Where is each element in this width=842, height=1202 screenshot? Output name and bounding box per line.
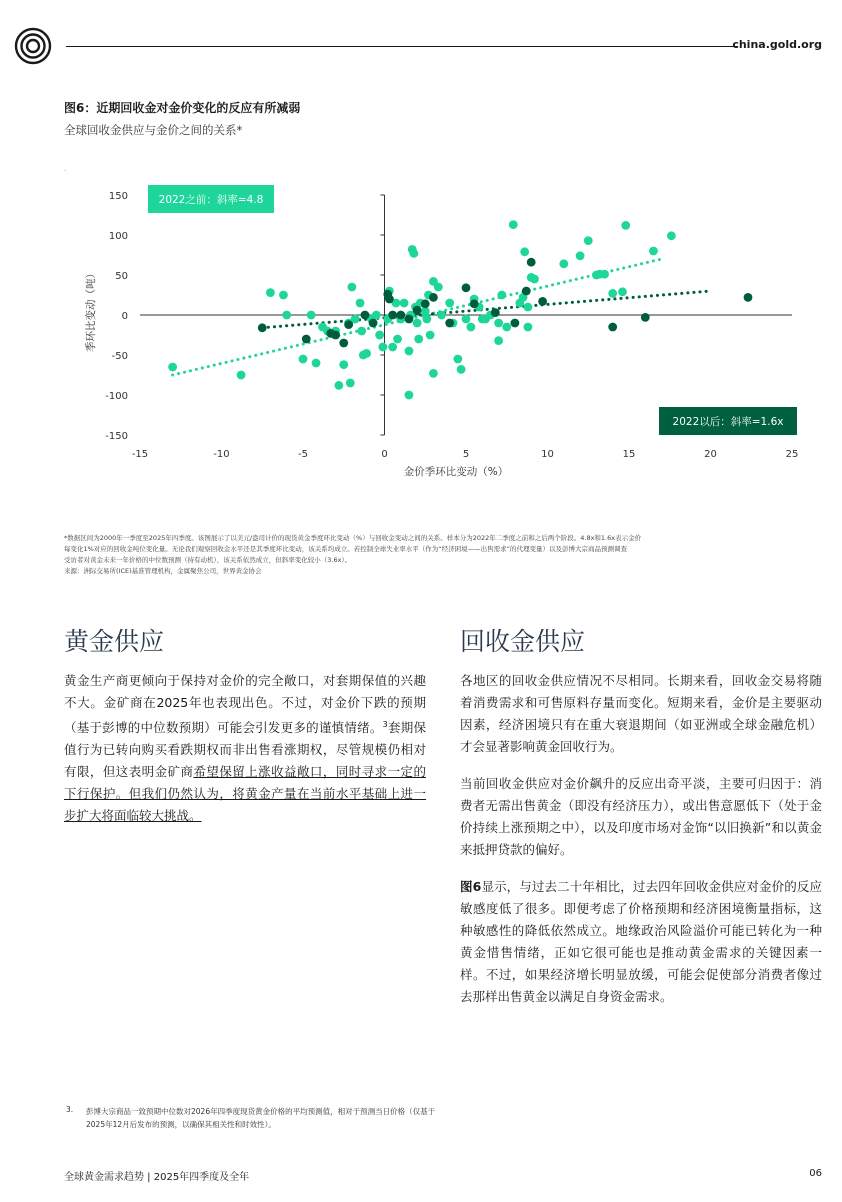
note-line: 每变化1%对应的回收金吨位变化量。无论我们观察回收金水平还是其季度环比变动，该关系均成立。若控制全球失业率水平（作为“经济困境——出售需求”的代理变量）以及彭博大宗商品预测调查 (64, 545, 628, 553)
data-point-after (470, 299, 479, 308)
x-tick-label: -15 (131, 449, 149, 460)
data-point-before (413, 319, 422, 328)
y-tick-label: -150 (105, 431, 128, 442)
data-point-after (641, 313, 650, 322)
data-point-after (344, 320, 353, 329)
data-point-before (312, 359, 321, 368)
x-tick-label: 0 (381, 449, 388, 460)
data-point-before (339, 360, 348, 369)
data-point-after (511, 319, 520, 328)
data-point-after (339, 339, 348, 348)
data-point-before (497, 291, 506, 300)
y-tick-label: 150 (108, 191, 128, 202)
data-point-before (576, 251, 585, 260)
data-point-after (527, 258, 536, 267)
data-point-after (361, 311, 370, 320)
data-point-before (649, 247, 658, 256)
x-axis-label: 金价季环比变动（%） (403, 466, 509, 478)
section-paragraph: 图6显示，与过去二十年相比，过去四年回收金供应对金价的反应敏感度低了很多。即便考虑了价格预期和经济困境衡量指标，这种敏感性的降低依然成立。地缘政治风险溢价可能已转化为一种黄金惜售情绪，正如它很可能也是推动黄金需求的关键因素一样。不过，如果经济增长明显放缓，可能会促使部分消费者像过去那样出售黄金以满足自身资金需求。 (460, 879, 822, 1004)
y-tick-label: -100 (105, 391, 128, 402)
x-tick-label: -5 (298, 449, 308, 460)
data-point-before (409, 249, 418, 258)
data-point-before (414, 335, 423, 344)
data-point-before (362, 349, 371, 358)
x-tick-label: 10 (541, 449, 554, 460)
data-point-before (618, 287, 627, 296)
x-tick-label: -10 (213, 449, 230, 460)
underlined-text: 希望保留上涨收益敞口，同时寻求一定的下行保护。但我们仍然认为，将黄金产量在当前水平基础上进一步扩大将面临较大挑战。 (64, 764, 426, 824)
section-heading: 回收金供应 (460, 627, 586, 656)
data-point-before (520, 247, 529, 256)
y-tick-label: 100 (108, 231, 128, 242)
figure-dot-mark: . (64, 166, 66, 173)
data-point-before (437, 311, 446, 320)
x-tick-label: 25 (785, 449, 799, 460)
data-point-before (667, 231, 676, 240)
trendline-before (173, 259, 662, 375)
data-point-before (524, 323, 533, 332)
note-source: 来源：洲际交易所(ICE)基准管理机构，金属聚焦公司，世界黄金协会 (64, 567, 262, 575)
data-point-before (422, 315, 431, 324)
data-point-after (302, 335, 311, 344)
footer-title: 全球黄金需求趋势 | 2025年四季度及全年 (64, 1172, 250, 1183)
data-point-before (356, 299, 365, 308)
section-paragraph: 当前回收金供应对金价飙升的反应出奇平淡，主要可归因于：消费者无需出售黄金（即没有经济压力），或出售意愿低下（处于金价持续上涨预期之中），以及印度市场对金饰“以旧换新”和以黄金来抵押贷款的偏好。 (460, 776, 822, 857)
data-point-before (509, 220, 518, 229)
recycled-gold-section (460, 626, 822, 1023)
data-point-before (429, 369, 438, 378)
data-point-before (621, 221, 630, 230)
section-heading: 黄金供应 (64, 627, 165, 656)
data-point-after (429, 293, 438, 302)
y-tick-label: 0 (121, 311, 128, 322)
data-point-before (434, 283, 443, 292)
data-point-after (396, 311, 405, 320)
note-line: *数据区间为2000年一季度至2025年四季度。该图展示了以美元/盎司计价的现货黄金季度环比变动（%）与回收金变动之间的关系。样本分为2022年二季度之前和之后两个阶段。4.8x和1.6x表示金价 (64, 534, 642, 542)
y-tick-label: -50 (111, 351, 128, 362)
data-point-before (266, 288, 275, 297)
chart-labels (84, 185, 798, 478)
data-point-after (331, 331, 340, 340)
data-point-before (375, 331, 384, 340)
data-point-before (168, 363, 177, 372)
data-point-after (445, 319, 454, 328)
chart-points (168, 220, 752, 399)
data-point-after (369, 319, 378, 328)
data-point-after (413, 306, 422, 315)
section-paragraph: 各地区的回收金供应情况不尽相同。长期来看，回收金交易将随着消费需求和可售原料存量而变化。短期来看，金价是主要驱动因素，经济困境只有在重大衰退期间（如亚洲或全球金融危机）才会显著影响黄金回收行为。 (460, 673, 822, 754)
y-axis-label: 季环比变动（吨） (85, 268, 97, 352)
site-url[interactable]: china.gold.org (732, 38, 822, 51)
footnote-ref[interactable]: 3 (382, 720, 388, 729)
data-point-before (457, 365, 466, 374)
section-paragraph: 黄金生产商更倾向于保持对金价的完全敞口，对套期保值的兴趣不大。金矿商在2025年也表现出色。不过，对金价下跌的预期（基于彭博的中位数预期）可能会引发更多的谨慎情绪。$^3$套期保值行为已转向购买看跌期权而非出售看涨期权，尽管规模仍相对有限，但这表明金矿商希望保留上涨收益敞口，同时寻求一定的下行保护。但我们仍然认为，将黄金产量在当前水平基础上进一步扩大将面临较大挑战。 (64, 673, 426, 824)
data-point-before (299, 355, 308, 364)
data-point-before (307, 311, 316, 320)
data-point-before (453, 355, 462, 364)
x-tick-label: 15 (622, 449, 636, 460)
data-point-after (405, 315, 414, 324)
scatter-chart (62, 180, 822, 480)
x-tick-label: 5 (462, 449, 470, 460)
data-point-before (524, 303, 533, 312)
footnote-text: 彭博大宗商品一致预期中位数对2026年四季度现货黄金价格的平均预测值，相对于预测当日价格（仅基于2025年12月后发布的预测，以确保其相关性和时效性）。 (86, 1107, 436, 1129)
data-point-after (421, 299, 430, 308)
data-point-before (400, 299, 409, 308)
annotation-text-after: 2022以后：斜率=1.6x (672, 416, 784, 428)
world-gold-council-logo-icon (14, 27, 52, 65)
page-number: 06 (809, 1168, 822, 1179)
data-point-before (584, 236, 593, 245)
data-point-before (388, 343, 397, 352)
x-tick-label: 20 (704, 449, 717, 460)
data-point-before (378, 343, 387, 352)
data-point-before (372, 311, 381, 320)
data-point-before (494, 336, 503, 345)
gold-supply-section (64, 626, 426, 842)
data-point-before (559, 259, 568, 268)
data-point-before (466, 323, 475, 332)
data-point-before (405, 391, 414, 400)
note-line: 受访者对黄金未来一年价格的中位数预测（持有动机），该关系依然成立，但斜率变化较小（3.6x）。 (64, 556, 352, 564)
figure-subtitle: 全球回收金供应与金价之间的关系* (64, 123, 243, 137)
data-point-before (334, 381, 343, 390)
data-point-before (502, 323, 511, 332)
data-point-before (357, 327, 366, 336)
figure-title: 图6：近期回收金对金价变化的反应有所减弱 (64, 101, 301, 115)
data-point-after (522, 287, 531, 296)
data-point-after (258, 323, 267, 332)
data-point-after (491, 308, 500, 317)
data-point-before (494, 319, 503, 328)
data-point-after (538, 297, 547, 306)
data-point-before (279, 291, 288, 300)
data-point-before (346, 379, 355, 388)
data-point-after (608, 323, 617, 332)
data-point-before (608, 289, 617, 298)
data-point-before (237, 371, 246, 380)
data-point-before (393, 335, 402, 344)
data-point-before (282, 311, 291, 320)
data-point-before (426, 331, 435, 340)
chart-notes (64, 533, 824, 577)
footnote-number: 3. (66, 1105, 74, 1114)
data-point-before (530, 275, 539, 284)
data-point-before (462, 315, 471, 324)
data-point-after (385, 295, 394, 304)
data-point-before (405, 347, 414, 356)
data-point-before (600, 270, 609, 279)
y-tick-label: 50 (115, 271, 128, 282)
data-point-after (744, 293, 753, 302)
data-point-before (445, 299, 454, 308)
data-point-after (388, 311, 397, 320)
figure-reference[interactable]: 图6 (460, 879, 482, 894)
data-point-before (348, 283, 357, 292)
header-divider (66, 46, 738, 47)
data-point-after (462, 283, 471, 292)
annotation-text-before: 2022之前：斜率=4.8 (158, 194, 264, 206)
